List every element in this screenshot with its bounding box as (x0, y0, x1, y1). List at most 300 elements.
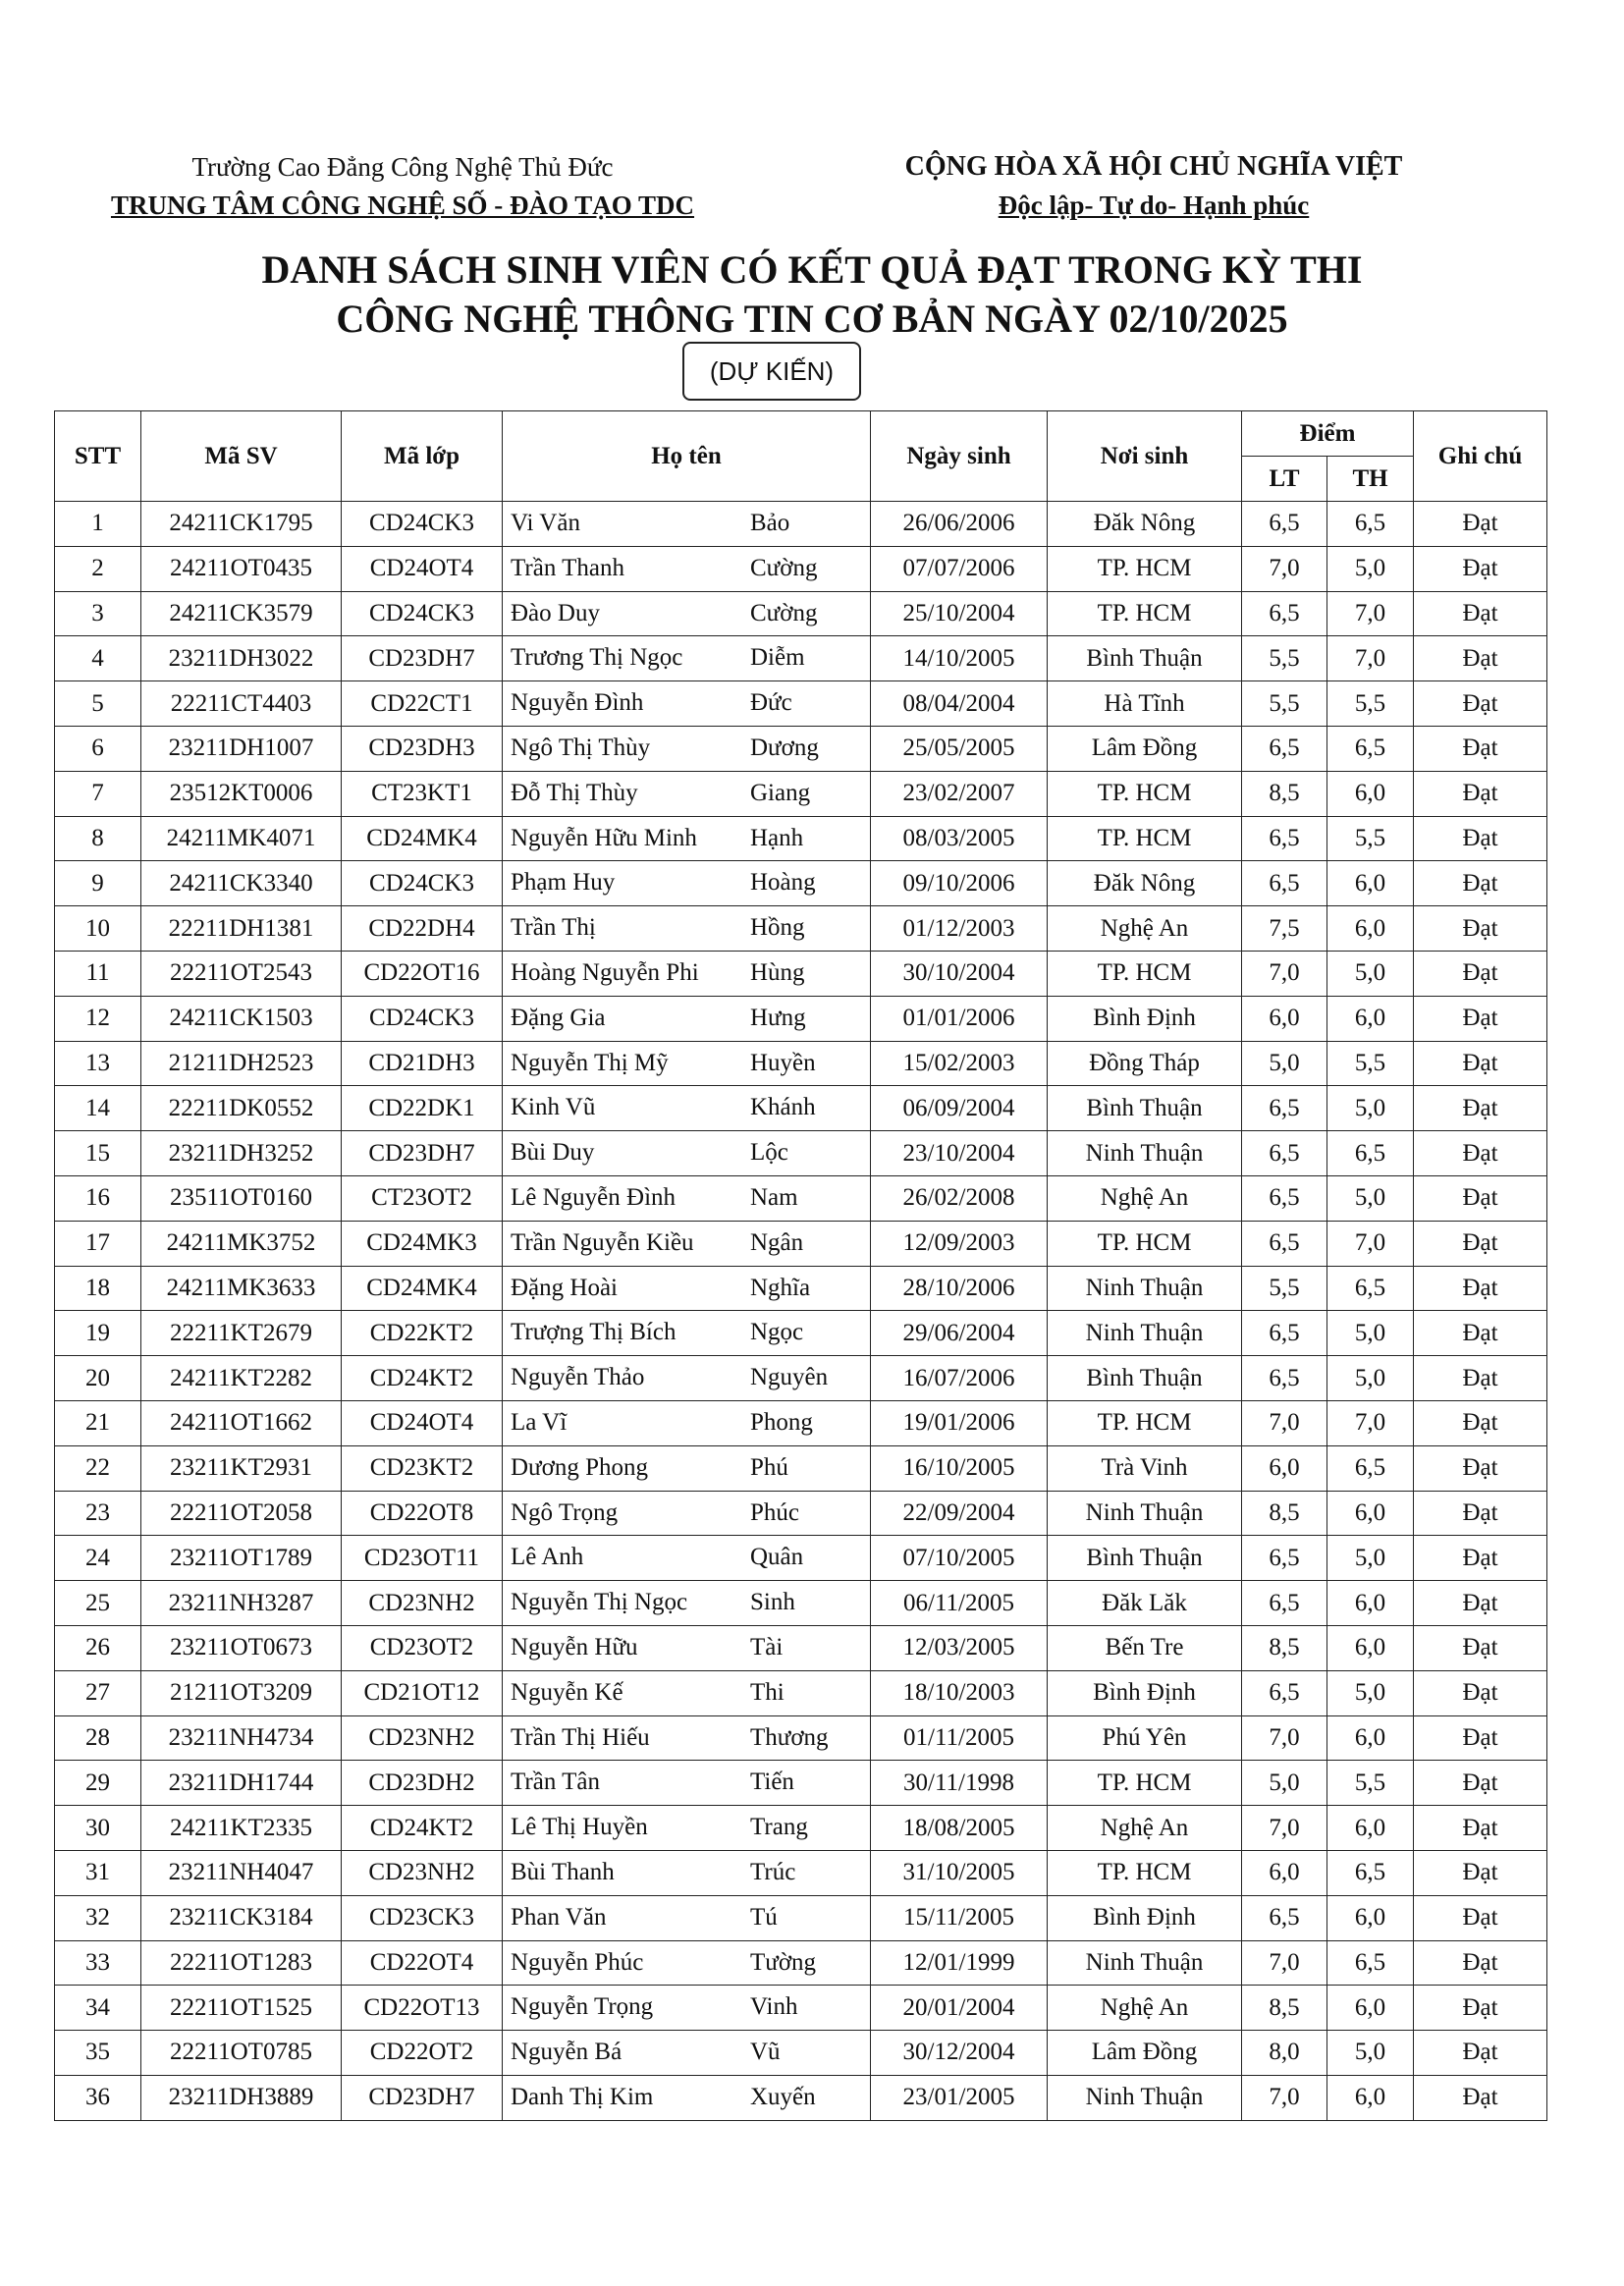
table-header (55, 411, 1547, 502)
cell-full-name (503, 1940, 871, 1986)
cell-class-code: CD22KT2 (342, 1311, 503, 1356)
cell-birth-date: 12/01/1999 (871, 1940, 1048, 1986)
surname-text: Vi Văn (511, 510, 580, 536)
surname-text: Trượng Thị Bích (511, 1319, 677, 1346)
cell-note: Đạt (1414, 1311, 1547, 1356)
cell-stt: 32 (55, 1895, 141, 1940)
table-body (55, 502, 1547, 2121)
cell-practice-score: 7,0 (1327, 636, 1414, 681)
cell-full-name (503, 502, 871, 547)
cell-practice-score: 6,5 (1327, 1445, 1414, 1491)
cell-stt: 16 (55, 1175, 141, 1221)
header-theory-score: LT (1242, 457, 1327, 502)
cell-student-id: 23211OT0673 (141, 1625, 342, 1670)
cell-practice-score: 6,0 (1327, 1491, 1414, 1536)
surname-text: Đặng Hoài (511, 1274, 618, 1301)
cell-birth-date: 16/07/2006 (871, 1356, 1048, 1401)
surname-text: Hoàng Nguyễn Phi (511, 958, 699, 986)
cell-class-code: CD23NH2 (342, 1715, 503, 1761)
given-name-text: Vũ (750, 2039, 781, 2066)
cell-stt: 20 (55, 1356, 141, 1401)
cell-note: Đạt (1414, 1850, 1547, 1895)
cell-birth-place: Lâm Đồng (1048, 726, 1242, 771)
cell-note: Đạt (1414, 771, 1547, 816)
cell-birth-place: TP. HCM (1048, 1221, 1242, 1266)
cell-birth-date: 19/01/2006 (871, 1400, 1048, 1445)
surname-text: Trần Thị Hiếu (511, 1723, 650, 1751)
surname-text: Lê Thị Huyền (511, 1814, 648, 1841)
cell-theory-score: 8,5 (1242, 1986, 1327, 2031)
cell-full-name (503, 726, 871, 771)
cell-class-code: CD23KT2 (342, 1445, 503, 1491)
surname-text: Kinh Vũ (511, 1094, 596, 1121)
given-name-text: Vinh (750, 1993, 798, 2021)
cell-stt: 6 (55, 726, 141, 771)
cell-student-id: 24211KT2282 (141, 1356, 342, 1401)
cell-note: Đạt (1414, 1940, 1547, 1986)
cell-birth-date: 12/03/2005 (871, 1625, 1048, 1670)
cell-note: Đạt (1414, 502, 1547, 547)
table-row (55, 681, 1547, 727)
surname-text: Nguyễn Thị Mỹ (511, 1049, 669, 1076)
cell-theory-score: 7,5 (1242, 906, 1327, 952)
table-row (55, 1400, 1547, 1445)
header-note: Ghi chú (1414, 411, 1547, 502)
cell-practice-score: 5,5 (1327, 1041, 1414, 1086)
cell-practice-score: 6,0 (1327, 861, 1414, 906)
cell-practice-score: 6,0 (1327, 996, 1414, 1041)
cell-practice-score: 6,0 (1327, 1986, 1414, 2031)
surname-text: Phan Văn (511, 1903, 607, 1931)
cell-stt: 8 (55, 816, 141, 861)
cell-theory-score: 6,5 (1242, 1131, 1327, 1176)
cell-theory-score: 6,0 (1242, 1850, 1327, 1895)
given-name-text: Bảo (750, 510, 790, 536)
cell-theory-score: 6,0 (1242, 996, 1327, 1041)
cell-class-code: CT23OT2 (342, 1175, 503, 1221)
cell-stt: 24 (55, 1536, 141, 1581)
cell-practice-score: 5,5 (1327, 816, 1414, 861)
cell-note: Đạt (1414, 1581, 1547, 1626)
cell-practice-score: 5,0 (1327, 1670, 1414, 1715)
cell-birth-place: Đăk Nông (1048, 502, 1242, 547)
cell-theory-score: 6,5 (1242, 1536, 1327, 1581)
table-row (55, 1940, 1547, 1986)
cell-theory-score: 7,0 (1242, 1940, 1327, 1986)
cell-class-code: CD24CK3 (342, 861, 503, 906)
cell-birth-place: Ninh Thuận (1048, 1131, 1242, 1176)
surname-text: Nguyễn Thị Ngọc (511, 1589, 688, 1616)
cell-class-code: CD24MK3 (342, 1221, 503, 1266)
cell-stt: 12 (55, 996, 141, 1041)
cell-note: Đạt (1414, 1086, 1547, 1131)
national-header (835, 147, 1473, 224)
cell-birth-place: Bình Thuận (1048, 1536, 1242, 1581)
cell-note: Đạt (1414, 636, 1547, 681)
given-name-text: Hưng (750, 1004, 806, 1031)
cell-birth-place: Ninh Thuận (1048, 1311, 1242, 1356)
cell-note: Đạt (1414, 906, 1547, 952)
cell-stt: 25 (55, 1581, 141, 1626)
cell-class-code: CD22OT2 (342, 2031, 503, 2076)
cell-note: Đạt (1414, 816, 1547, 861)
cell-birth-date: 09/10/2006 (871, 861, 1048, 906)
cell-note: Đạt (1414, 546, 1547, 591)
table-row (55, 1086, 1547, 1131)
cell-stt: 15 (55, 1131, 141, 1176)
cell-full-name (503, 996, 871, 1041)
table-row (55, 2031, 1547, 2076)
cell-full-name (503, 1761, 871, 1806)
cell-birth-date: 25/05/2005 (871, 726, 1048, 771)
cell-practice-score: 5,5 (1327, 1761, 1414, 1806)
cell-student-id: 24211CK3340 (141, 861, 342, 906)
cell-note: Đạt (1414, 681, 1547, 727)
cell-birth-date: 06/11/2005 (871, 1581, 1048, 1626)
cell-class-code: CD23DH7 (342, 2075, 503, 2120)
cell-birth-place: Hà Tĩnh (1048, 681, 1242, 727)
cell-birth-date: 01/01/2006 (871, 996, 1048, 1041)
cell-theory-score: 7,0 (1242, 1400, 1327, 1445)
cell-student-id: 23211DH1744 (141, 1761, 342, 1806)
header-birth-place: Nơi sinh (1048, 411, 1242, 502)
cell-birth-date: 30/11/1998 (871, 1761, 1048, 1806)
cell-theory-score: 5,5 (1242, 636, 1327, 681)
cell-birth-place: Nghệ An (1048, 1806, 1242, 1851)
cell-birth-place: Ninh Thuận (1048, 1940, 1242, 1986)
cell-full-name (503, 1895, 871, 1940)
cell-theory-score: 8,5 (1242, 771, 1327, 816)
table-row (55, 1311, 1547, 1356)
cell-theory-score: 6,5 (1242, 591, 1327, 636)
cell-practice-score: 6,5 (1327, 1266, 1414, 1311)
cell-practice-score: 6,5 (1327, 726, 1414, 771)
cell-theory-score: 8,5 (1242, 1491, 1327, 1536)
surname-text: Trần Tân (511, 1769, 600, 1796)
cell-theory-score: 7,0 (1242, 1806, 1327, 1851)
cell-class-code: CD22DH4 (342, 906, 503, 952)
cell-class-code: CD22OT13 (342, 1986, 503, 2031)
cell-full-name (503, 1536, 871, 1581)
cell-note: Đạt (1414, 1536, 1547, 1581)
table-row (55, 861, 1547, 906)
cell-practice-score: 6,5 (1327, 502, 1414, 547)
cell-student-id: 23511OT0160 (141, 1175, 342, 1221)
table-row (55, 1266, 1547, 1311)
cell-note: Đạt (1414, 1625, 1547, 1670)
cell-full-name (503, 1491, 871, 1536)
cell-stt: 33 (55, 1940, 141, 1986)
cell-practice-score: 5,0 (1327, 951, 1414, 996)
cell-full-name (503, 771, 871, 816)
cell-theory-score: 7,0 (1242, 1715, 1327, 1761)
table-row (55, 1715, 1547, 1761)
table-row (55, 1131, 1547, 1176)
cell-full-name (503, 1356, 871, 1401)
cell-birth-place: Bình Định (1048, 1670, 1242, 1715)
cell-stt: 22 (55, 1445, 141, 1491)
table-row (55, 1041, 1547, 1086)
cell-student-id: 22211DK0552 (141, 1086, 342, 1131)
cell-birth-place: Đồng Tháp (1048, 1041, 1242, 1086)
republic-name: CỘNG HÒA XÃ HỘI CHỦ NGHĨA VIỆT (904, 151, 1403, 182)
cell-practice-score: 6,0 (1327, 906, 1414, 952)
cell-note: Đạt (1414, 1041, 1547, 1086)
given-name-text: Lộc (750, 1139, 788, 1167)
cell-student-id: 22211DH1381 (141, 906, 342, 952)
cell-stt: 11 (55, 951, 141, 996)
cell-practice-score: 6,5 (1327, 1131, 1414, 1176)
school-name: Trường Cao Đẳng Công Nghệ Thủ Đức (191, 152, 614, 182)
surname-text: Nguyễn Đình (511, 689, 644, 717)
cell-practice-score: 5,0 (1327, 1536, 1414, 1581)
cell-theory-score: 8,5 (1242, 1625, 1327, 1670)
table-row (55, 816, 1547, 861)
cell-full-name (503, 2031, 871, 2076)
header-birth-date: Ngày sinh (871, 411, 1048, 502)
cell-student-id: 22211KT2679 (141, 1311, 342, 1356)
cell-birth-place: TP. HCM (1048, 1761, 1242, 1806)
surname-text: Dương Phong (511, 1453, 648, 1481)
cell-birth-place: Bình Thuận (1048, 1086, 1242, 1131)
cell-birth-date: 14/10/2005 (871, 636, 1048, 681)
given-name-text: Tài (750, 1633, 784, 1660)
table-row (55, 1491, 1547, 1536)
cell-class-code: CD23NH2 (342, 1581, 503, 1626)
cell-birth-place: Bình Định (1048, 1895, 1242, 1940)
table-row (55, 996, 1547, 1041)
cell-theory-score: 7,0 (1242, 546, 1327, 591)
cell-practice-score: 6,0 (1327, 1806, 1414, 1851)
cell-birth-date: 23/01/2005 (871, 2075, 1048, 2120)
cell-student-id: 22211OT1525 (141, 1986, 342, 2031)
cell-birth-date: 18/10/2003 (871, 1670, 1048, 1715)
table-row (55, 726, 1547, 771)
table-row (55, 1850, 1547, 1895)
given-name-text: Tú (750, 1903, 778, 1931)
cell-theory-score: 6,5 (1242, 1356, 1327, 1401)
cell-full-name (503, 951, 871, 996)
given-name-text: Nguyên (750, 1364, 829, 1391)
cell-note: Đạt (1414, 1175, 1547, 1221)
cell-birth-date: 29/06/2004 (871, 1311, 1048, 1356)
cell-stt: 3 (55, 591, 141, 636)
table-row (55, 1221, 1547, 1266)
given-name-text: Phong (750, 1408, 813, 1436)
surname-text: Đào Duy (511, 599, 600, 626)
cell-birth-date: 07/10/2005 (871, 1536, 1048, 1581)
cell-birth-date: 30/12/2004 (871, 2031, 1048, 2076)
cell-full-name (503, 1311, 871, 1356)
cell-full-name (503, 1131, 871, 1176)
cell-full-name (503, 1266, 871, 1311)
cell-practice-score: 6,0 (1327, 2075, 1414, 2120)
cell-birth-date: 15/11/2005 (871, 1895, 1048, 1940)
cell-birth-date: 07/07/2006 (871, 546, 1048, 591)
cell-note: Đạt (1414, 951, 1547, 996)
cell-practice-score: 5,0 (1327, 546, 1414, 591)
cell-full-name (503, 681, 871, 727)
cell-note: Đạt (1414, 1895, 1547, 1940)
surname-text: Ngô Trọng (511, 1498, 619, 1526)
given-name-text: Quân (750, 1544, 804, 1571)
cell-theory-score: 6,5 (1242, 1311, 1327, 1356)
cell-student-id: 22211OT2058 (141, 1491, 342, 1536)
cell-birth-place: TP. HCM (1048, 771, 1242, 816)
cell-practice-score: 5,0 (1327, 2031, 1414, 2076)
header-full-name: Họ tên (503, 411, 871, 502)
cell-practice-score: 6,0 (1327, 1715, 1414, 1761)
cell-birth-place: TP. HCM (1048, 1400, 1242, 1445)
cell-student-id: 24211MK3752 (141, 1221, 342, 1266)
cell-class-code: CD21DH3 (342, 1041, 503, 1086)
cell-class-code: CD22OT16 (342, 951, 503, 996)
given-name-text: Hoàng (750, 869, 816, 897)
given-name-text: Tường (750, 1948, 817, 1976)
cell-birth-date: 06/09/2004 (871, 1086, 1048, 1131)
cell-stt: 10 (55, 906, 141, 952)
table-row (55, 1986, 1547, 2031)
cell-practice-score: 7,0 (1327, 1221, 1414, 1266)
cell-full-name (503, 1175, 871, 1221)
surname-text: Trần Nguyễn Kiều (511, 1228, 694, 1256)
cell-birth-place: Nghệ An (1048, 1986, 1242, 2031)
given-name-text: Xuyến (750, 2083, 816, 2110)
cell-full-name (503, 1400, 871, 1445)
table-row (55, 502, 1547, 547)
surname-text: Đỗ Thị Thùy (511, 779, 638, 806)
cell-full-name (503, 1715, 871, 1761)
cell-student-id: 23512KT0006 (141, 771, 342, 816)
surname-text: Lê Anh (511, 1544, 584, 1571)
header-class-code: Mã lớp (342, 411, 503, 502)
cell-birth-date: 26/02/2008 (871, 1175, 1048, 1221)
cell-full-name (503, 636, 871, 681)
given-name-text: Cường (750, 554, 818, 581)
cell-theory-score: 5,5 (1242, 1266, 1327, 1311)
title-line-2: CÔNG NGHỆ THÔNG TIN CƠ BẢN NGÀY 02/10/2025 (336, 297, 1288, 341)
cell-student-id: 23211NH4734 (141, 1715, 342, 1761)
table-row (55, 1445, 1547, 1491)
cell-stt: 26 (55, 1625, 141, 1670)
cell-theory-score: 5,0 (1242, 1761, 1327, 1806)
cell-class-code: CD24MK4 (342, 1266, 503, 1311)
school-header (79, 147, 727, 224)
cell-theory-score: 8,0 (1242, 2031, 1327, 2076)
table-row (55, 1761, 1547, 1806)
table-row (55, 546, 1547, 591)
cell-stt: 1 (55, 502, 141, 547)
cell-student-id: 23211DH3889 (141, 2075, 342, 2120)
cell-stt: 31 (55, 1850, 141, 1895)
surname-text: Nguyễn Hữu Minh (511, 824, 697, 851)
center-name: TRUNG TÂM CÔNG NGHỆ SỐ - ĐÀO TẠO TDC (110, 190, 695, 220)
cell-student-id: 23211DH3252 (141, 1131, 342, 1176)
cell-note: Đạt (1414, 2075, 1547, 2120)
cell-stt: 9 (55, 861, 141, 906)
cell-birth-place: Ninh Thuận (1048, 2075, 1242, 2120)
cell-practice-score: 7,0 (1327, 591, 1414, 636)
cell-full-name (503, 1581, 871, 1626)
cell-note: Đạt (1414, 1221, 1547, 1266)
draft-label: (DỰ KIẾN) (682, 342, 861, 401)
cell-birth-date: 08/03/2005 (871, 816, 1048, 861)
cell-class-code: CD24KT2 (342, 1806, 503, 1851)
cell-theory-score: 6,5 (1242, 502, 1327, 547)
cell-full-name (503, 906, 871, 952)
cell-practice-score: 5,5 (1327, 681, 1414, 727)
cell-note: Đạt (1414, 1670, 1547, 1715)
table-row (55, 1670, 1547, 1715)
table-row (55, 951, 1547, 996)
cell-class-code: CD22CT1 (342, 681, 503, 727)
cell-class-code: CD24OT4 (342, 1400, 503, 1445)
cell-stt: 2 (55, 546, 141, 591)
given-name-text: Trang (750, 1814, 808, 1841)
given-name-text: Giang (750, 779, 811, 806)
surname-text: Trương Thị Ngọc (511, 644, 683, 672)
cell-class-code: CD22DK1 (342, 1086, 503, 1131)
table-row (55, 771, 1547, 816)
cell-student-id: 24211CK1795 (141, 502, 342, 547)
cell-birth-date: 28/10/2006 (871, 1266, 1048, 1311)
given-name-text: Nam (750, 1183, 798, 1211)
cell-stt: 21 (55, 1400, 141, 1445)
cell-class-code: CD24OT4 (342, 546, 503, 591)
cell-birth-place: Bình Định (1048, 996, 1242, 1041)
cell-note: Đạt (1414, 1761, 1547, 1806)
cell-birth-place: TP. HCM (1048, 591, 1242, 636)
cell-practice-score: 7,0 (1327, 1400, 1414, 1445)
cell-student-id: 24211CK3579 (141, 591, 342, 636)
cell-theory-score: 6,5 (1242, 861, 1327, 906)
cell-birth-place: TP. HCM (1048, 1850, 1242, 1895)
given-name-text: Đức (750, 689, 792, 717)
cell-birth-place: Nghệ An (1048, 906, 1242, 952)
cell-practice-score: 6,0 (1327, 1625, 1414, 1670)
table-row (55, 591, 1547, 636)
cell-stt: 13 (55, 1041, 141, 1086)
cell-class-code: CD23DH2 (342, 1761, 503, 1806)
cell-student-id: 23211CK3184 (141, 1895, 342, 1940)
given-name-text: Phú (750, 1453, 788, 1481)
cell-note: Đạt (1414, 1715, 1547, 1761)
cell-note: Đạt (1414, 1986, 1547, 2031)
surname-text: Nguyễn Bá (511, 2039, 623, 2066)
cell-birth-date: 01/12/2003 (871, 906, 1048, 952)
cell-birth-date: 20/01/2004 (871, 1986, 1048, 2031)
cell-stt: 34 (55, 1986, 141, 2031)
cell-student-id: 24211CK1503 (141, 996, 342, 1041)
table-row (55, 1806, 1547, 1851)
cell-birth-date: 25/10/2004 (871, 591, 1048, 636)
cell-note: Đạt (1414, 2031, 1547, 2076)
cell-theory-score: 7,0 (1242, 951, 1327, 996)
cell-practice-score: 5,0 (1327, 1356, 1414, 1401)
cell-birth-place: TP. HCM (1048, 816, 1242, 861)
cell-student-id: 22211OT0785 (141, 2031, 342, 2076)
given-name-text: Trúc (750, 1858, 796, 1885)
cell-theory-score: 6,5 (1242, 1581, 1327, 1626)
table-row (55, 906, 1547, 952)
cell-practice-score: 6,0 (1327, 1581, 1414, 1626)
cell-stt: 19 (55, 1311, 141, 1356)
cell-student-id: 23211NH3287 (141, 1581, 342, 1626)
given-name-text: Cường (750, 599, 818, 626)
cell-student-id: 23211NH4047 (141, 1850, 342, 1895)
cell-student-id: 23211DH1007 (141, 726, 342, 771)
cell-note: Đạt (1414, 1266, 1547, 1311)
